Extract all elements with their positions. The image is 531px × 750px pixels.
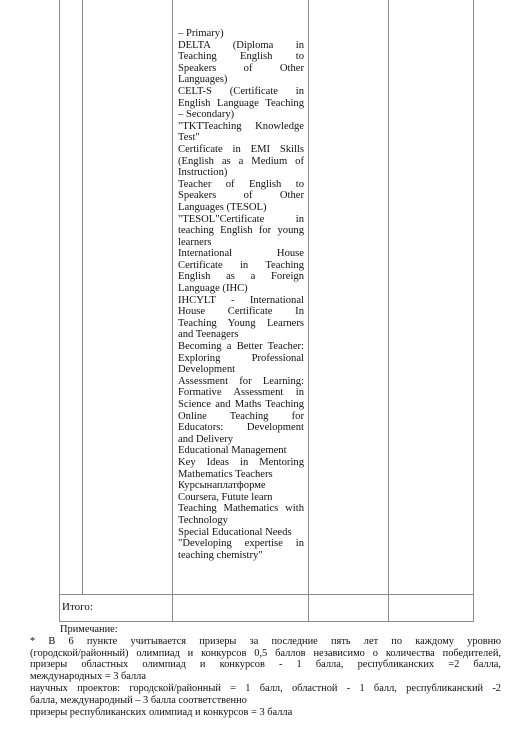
cell-text-line: Teaching English to (178, 51, 304, 63)
cell-text-line: Special Educational Needs (178, 526, 292, 538)
note-line: балла, международный – 3 балла соответственно (30, 694, 247, 706)
cell-text-line: Key Ideas in Mentoring (178, 456, 304, 468)
note-line: призеры областных олимпиад и конкурсов - 1 балла, республиканских =2 балла, (30, 659, 501, 671)
cell-text-line: learners (178, 236, 212, 248)
cell-text-line: Assessment for Learning: (178, 375, 304, 387)
note-line: * В 6 пункте учитывается призеры за последние пять лет по каждому уровню (30, 635, 501, 647)
cell-text-line: teaching chemistry" (178, 549, 263, 561)
table-border-col3 (172, 0, 173, 621)
cell-text-line: (English as a Medium of (178, 155, 304, 167)
cell-text-line: Development (178, 364, 236, 376)
cell-text-line: "TKTTeaching Knowledge (178, 120, 304, 132)
table-border-bottom (59, 621, 474, 622)
cell-text-line: and Delivery (178, 433, 234, 445)
cell-text-line: Instruction) (178, 167, 228, 179)
cell-text-line: Technology (178, 514, 228, 526)
cell-text-line: DELTA (Diploma in (178, 39, 304, 51)
cell-text-line: teaching English for young (178, 225, 304, 237)
cell-text-line: Languages) (178, 74, 228, 86)
table-border-left (59, 0, 60, 621)
cell-text-line: Certificate in Teaching (178, 259, 304, 271)
cell-text-line: Educational Management (178, 445, 287, 457)
cell-text-line: Speakers of Other (178, 62, 304, 74)
cell-text-line: House Certificate In (178, 306, 304, 318)
cell-text-line: Certificate in EMI Skills (178, 143, 304, 155)
table-border-right (473, 0, 474, 621)
cell-text-line: Exploring Professional (178, 352, 304, 364)
cell-text-line: "TESOL"Certificate in (178, 213, 304, 225)
cell-text-line: Languages (TESOL) (178, 201, 267, 213)
cell-text-line: Formative Assessment in (178, 387, 304, 399)
table-row-divider (59, 594, 474, 595)
cell-text-line: Teaching Young Learners (178, 317, 304, 329)
cell-text-line: Speakers of Other (178, 190, 304, 202)
note-line: призеры республиканских олимпиад и конкурсов = 3 балла (30, 706, 293, 718)
cell-text-line: IHCYLT - International (178, 294, 304, 306)
table-border-col4 (308, 0, 309, 621)
cell-text-line: Educators: Development (178, 422, 304, 434)
cell-text-line: International House (178, 248, 304, 260)
cell-text-line: Teaching Mathematics with (178, 503, 304, 515)
qualification-list-cell (178, 28, 304, 561)
cell-text-line: – Primary) (178, 28, 224, 39)
cell-text-line: Teacher of English to (178, 178, 304, 190)
note-line: международных = 3 балла (30, 671, 146, 683)
cell-text-line: "Developing expertise in (178, 538, 304, 550)
total-label: Итого: (62, 601, 93, 613)
cell-text-line: Курсынаплатформе (178, 480, 266, 492)
note-line: научных проектов: городской/районный = 1 балл, областной - 1 балл, республиканский -2 (30, 682, 501, 694)
cell-text-line: Becoming a Better Teacher: (178, 341, 304, 353)
cell-text-line: CELT-S (Certificate in (178, 85, 304, 97)
cell-text-line: English as a Foreign (178, 271, 304, 283)
notes-title: Примечание: (60, 624, 118, 635)
cell-text-line: English Language Teaching (178, 97, 304, 109)
notes-block (30, 624, 501, 718)
cell-text-line: Science and Maths Teaching (178, 399, 304, 410)
cell-text-line: Language (IHC) (178, 283, 248, 295)
cell-text-line: and Teenagers (178, 329, 239, 341)
cell-text-line: – Secondary) (178, 109, 235, 121)
table-border-col5 (388, 0, 389, 621)
cell-text-line: Online Teaching for (178, 410, 304, 422)
cell-text-line: Test" (178, 132, 200, 144)
table-border-col2 (82, 0, 83, 594)
note-line: (городской/районный) олимпиад и конкурсов 0,5 баллов независимо о количества победителей, (30, 647, 501, 659)
cell-text-line: Mathematics Teachers (178, 468, 273, 480)
cell-text-line: Coursera, Futute learn (178, 491, 273, 503)
